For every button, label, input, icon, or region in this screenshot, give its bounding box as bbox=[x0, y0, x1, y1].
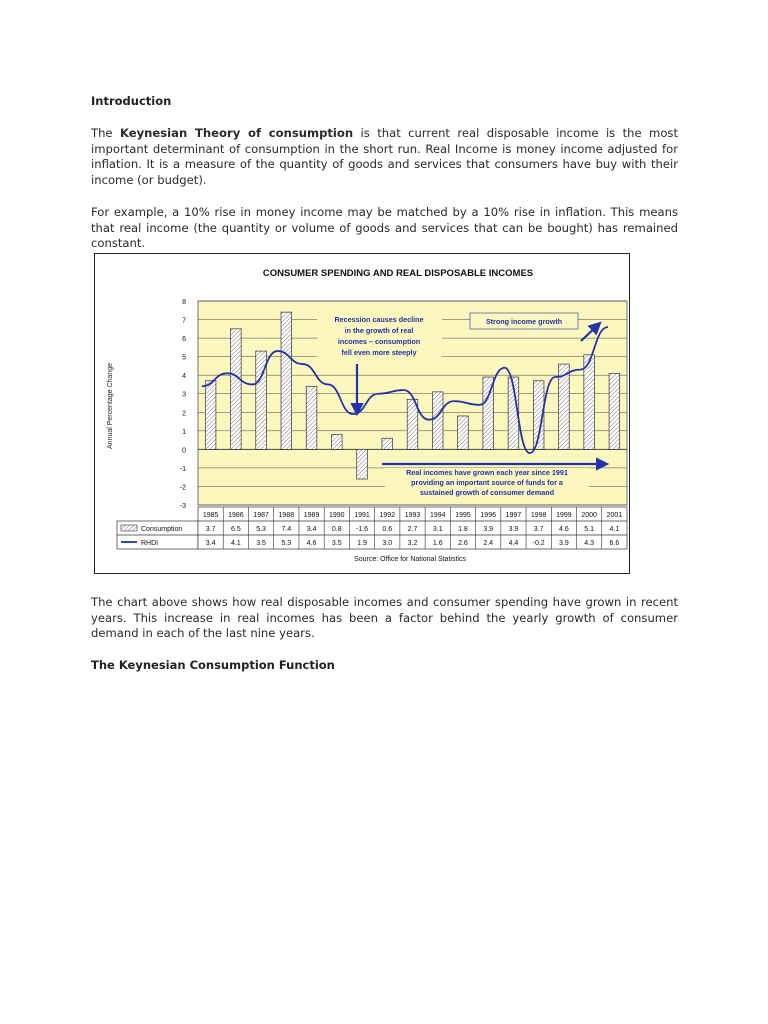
annotation-recession-text: Recession causes decline bbox=[334, 315, 424, 324]
bar-consumption bbox=[231, 329, 242, 450]
data-label-consumption: 4.1 bbox=[609, 526, 620, 533]
x-tick-label: 2000 bbox=[581, 512, 597, 519]
data-label-rhdi: 3.0 bbox=[382, 540, 393, 547]
data-label-rhdi: 6.6 bbox=[609, 540, 620, 547]
bar-consumption bbox=[331, 435, 342, 450]
x-tick-label: 1998 bbox=[530, 512, 547, 519]
x-tick-label: 1986 bbox=[228, 512, 244, 519]
paragraph-example: For example, a 10% rise in money income may be matched by a 10% rise in inflation. This means that real income (the quantity or volume of goods and services that can be bought) has remained constant. bbox=[91, 205, 678, 251]
data-label-rhdi: 4.1 bbox=[230, 540, 241, 547]
y-tick-label: -3 bbox=[179, 503, 186, 510]
data-label-consumption: 4.6 bbox=[559, 526, 569, 533]
data-label-rhdi: 2.4 bbox=[483, 540, 494, 547]
annotation-recession-text: fell even more steeply bbox=[341, 348, 417, 357]
data-label-consumption: 3.4 bbox=[306, 526, 317, 533]
data-label-consumption: 3.7 bbox=[205, 526, 216, 533]
bar-consumption bbox=[609, 373, 620, 449]
p1-rest: is that current real disposable income is the most important determinant of consumption in the short run. Real Income is money income adjusted for inflation. It is a measure of the quantity of goods and services that consumers have buy with their income (or budget). bbox=[91, 126, 678, 187]
data-table bbox=[117, 507, 627, 549]
chart-source: Source: Office for National Statistics bbox=[354, 556, 466, 563]
x-tick-label: 1988 bbox=[278, 512, 295, 519]
data-label-rhdi: 5.3 bbox=[281, 540, 292, 547]
bar-consumption bbox=[458, 416, 469, 449]
consumer-spending-chart bbox=[95, 254, 629, 573]
p1-bold-term: Keynesian Theory of consumption bbox=[119, 126, 354, 140]
data-label-rhdi: 3.4 bbox=[205, 540, 216, 547]
legend-label-consumption: Consumption bbox=[141, 526, 183, 533]
y-tick-label: 7 bbox=[182, 317, 186, 325]
data-label-rhdi: 2.6 bbox=[458, 540, 468, 547]
x-tick-label: 1996 bbox=[480, 512, 496, 519]
y-tick-label: -2 bbox=[179, 484, 186, 492]
bar-consumption bbox=[432, 392, 443, 449]
data-label-consumption: 2.7 bbox=[407, 526, 418, 533]
chart-title: CONSUMER SPENDING AND REAL DISPOSABLE INCOMES bbox=[262, 268, 534, 279]
y-axis-label: Annual Percentage Change bbox=[107, 362, 114, 450]
x-tick-label: 1989 bbox=[303, 512, 320, 519]
data-label-rhdi: 1.6 bbox=[432, 540, 443, 547]
x-tick-label: 1994 bbox=[429, 512, 446, 519]
data-label-consumption: -1.6 bbox=[355, 526, 369, 533]
legend-swatch-consumption bbox=[121, 525, 137, 531]
bar-consumption bbox=[205, 381, 216, 450]
bar-consumption bbox=[306, 386, 317, 449]
data-label-consumption: 3.9 bbox=[483, 526, 494, 533]
data-label-consumption: 6.5 bbox=[230, 526, 241, 533]
intro-heading: Introduction bbox=[91, 94, 172, 108]
data-label-consumption: 3.1 bbox=[432, 526, 443, 533]
paragraph-chart-description: The chart above shows how real disposable incomes and consumer spending have grown in recent years. This increase in real incomes has been a factor behind the yearly growth of consumer demand in each of the last nine years. bbox=[91, 595, 678, 641]
data-label-rhdi: 3.2 bbox=[407, 540, 418, 547]
paragraph-keynesian-theory bbox=[91, 126, 678, 188]
y-tick-label: -1 bbox=[179, 465, 186, 473]
data-label-rhdi: 1.9 bbox=[357, 540, 367, 547]
y-tick-label: 3 bbox=[182, 391, 186, 399]
data-label-consumption: 5.3 bbox=[256, 526, 266, 533]
data-label-rhdi: 4.4 bbox=[508, 540, 519, 547]
data-label-consumption: 7.4 bbox=[281, 526, 292, 533]
x-tick-label: 1995 bbox=[455, 512, 471, 519]
legend-label-rhdi: RHDI bbox=[141, 540, 159, 547]
y-tick-label: 0 bbox=[182, 447, 186, 455]
bar-consumption bbox=[357, 449, 368, 479]
y-tick-label: 2 bbox=[182, 410, 186, 418]
y-tick-label: 5 bbox=[182, 354, 186, 362]
x-tick-label: 1990 bbox=[329, 512, 345, 519]
data-label-rhdi: 4.6 bbox=[306, 540, 317, 547]
data-label-rhdi: 4.3 bbox=[584, 540, 595, 547]
y-tick-label: 1 bbox=[182, 428, 186, 436]
data-label-consumption: 1.8 bbox=[458, 526, 468, 533]
data-label-consumption: 0.6 bbox=[382, 526, 393, 533]
x-tick-label: 1992 bbox=[379, 512, 396, 519]
data-label-consumption: 0.8 bbox=[331, 526, 342, 533]
y-tick-label: 8 bbox=[182, 299, 186, 306]
x-tick-label: 1987 bbox=[253, 512, 269, 519]
data-label-consumption: 3.7 bbox=[533, 526, 544, 533]
y-tick-label: 4 bbox=[182, 373, 186, 381]
bar-consumption bbox=[382, 438, 393, 449]
y-tick-label: 6 bbox=[182, 336, 186, 344]
x-tick-label: 1985 bbox=[202, 512, 219, 519]
annotation-income-text: sustained growth of consumer demand bbox=[419, 488, 555, 497]
annotation-income-text: providing an important source of funds for a bbox=[411, 478, 563, 487]
annotation-recession-text: incomes – consumption bbox=[337, 337, 421, 346]
x-tick-label: 2001 bbox=[606, 512, 623, 519]
x-tick-label: 1999 bbox=[556, 512, 572, 519]
x-tick-label: 1997 bbox=[505, 512, 522, 519]
data-label-rhdi: 3.5 bbox=[331, 540, 342, 547]
data-label-rhdi: 3.9 bbox=[559, 540, 569, 547]
data-label-consumption: 5.1 bbox=[584, 526, 595, 533]
annotation-recession-text: in the growth of real bbox=[344, 326, 414, 335]
x-tick-label: 1993 bbox=[404, 512, 421, 519]
annotation-growth-text: Strong income growth bbox=[485, 317, 563, 326]
p1-prefix: The bbox=[91, 126, 120, 140]
annotation-income-text: Real incomes have grown each year since 1991 bbox=[406, 468, 568, 477]
data-label-rhdi: -0.2 bbox=[532, 540, 545, 547]
bar-consumption bbox=[281, 312, 292, 449]
section-heading-consumption-function: The Keynesian Consumption Function bbox=[91, 658, 335, 672]
bar-consumption bbox=[584, 355, 595, 450]
x-tick-label: 1991 bbox=[354, 512, 370, 519]
data-label-rhdi: 3.5 bbox=[256, 540, 266, 547]
data-label-consumption: 3.9 bbox=[508, 526, 519, 533]
chart-figure bbox=[94, 253, 630, 574]
